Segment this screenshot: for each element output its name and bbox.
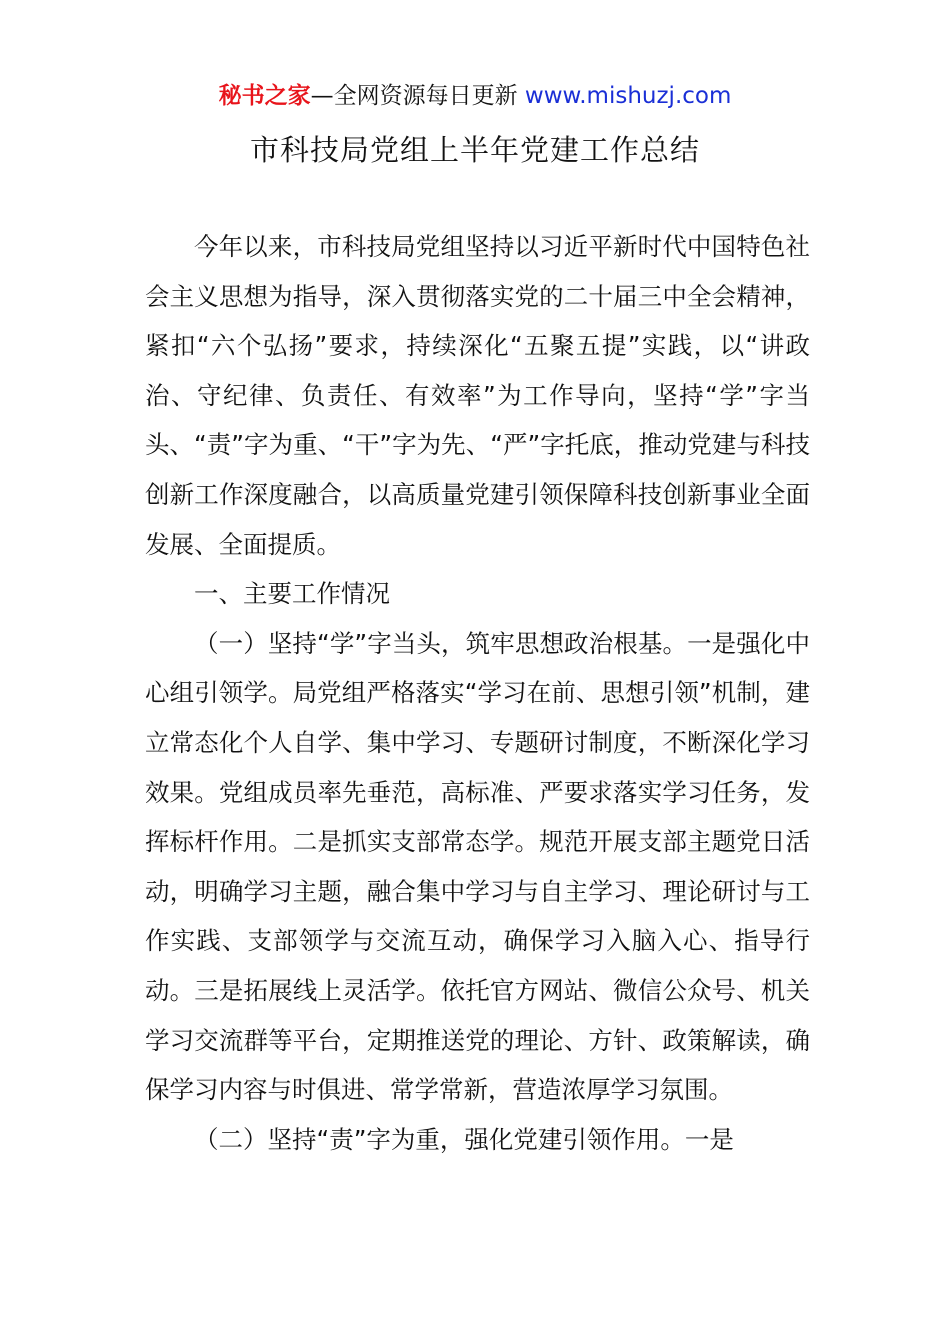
document-title: 市科技局党组上半年党建工作总结 (249, 133, 700, 167)
site-url-link[interactable]: www.mishuzj.com (524, 83, 732, 109)
body-paragraph: （一）坚持“学”字当头，筑牢思想政治根基。一是强化中心组引领学。局党组严格落实“学习在前、思想引领”机制，建立常态化个人自学、集中学习、专题研讨制度，不断深化学习效果。党组成员率先垂范，高标准、严要求落实学习任务，发挥标杆作用。二是抓实支部常态学。规范开展支部主题党日活动，明确学习主题，融合集中学习与自主学习、理论研讨与工作实践、支部领学与交流互动，确保学习入脑入心、指导行动。三是拓展线上灵活学。依托官方网站、微信公众号、机关学习交流群等平台，定期推送党的理论、方针、政策解读，确保学习内容与时俱进、常学常新，营造浓厚学习氛围。 (145, 628, 810, 1105)
header-banner (0, 80, 950, 112)
header-tagline: —全网资源每日更新 (310, 83, 518, 109)
document-body (145, 222, 810, 1164)
body-paragraph: （二）坚持“责”字为重，强化党建引领作用。一是 (194, 1124, 734, 1154)
intro-paragraph: 今年以来，市科技局党组坚持以习近平新时代中国特色社会主义思想为指导，深入贯彻落实党的二十届三中全会精神，紧扣“六个弘扬”要求，持续深化“五聚五提”实践，以“讲政治、守纪律、负责任、有效率”为工作导向，坚持“学”字当头、“责”字为重、“干”字为先、“严”字托底，推动党建与科技创新工作深度融合，以高质量党建引领保障科技创新事业全面发展、全面提质。 (145, 232, 810, 559)
section-heading: 一、主要工作情况 (194, 579, 390, 609)
brand-name: 秘书之家 (218, 83, 311, 109)
